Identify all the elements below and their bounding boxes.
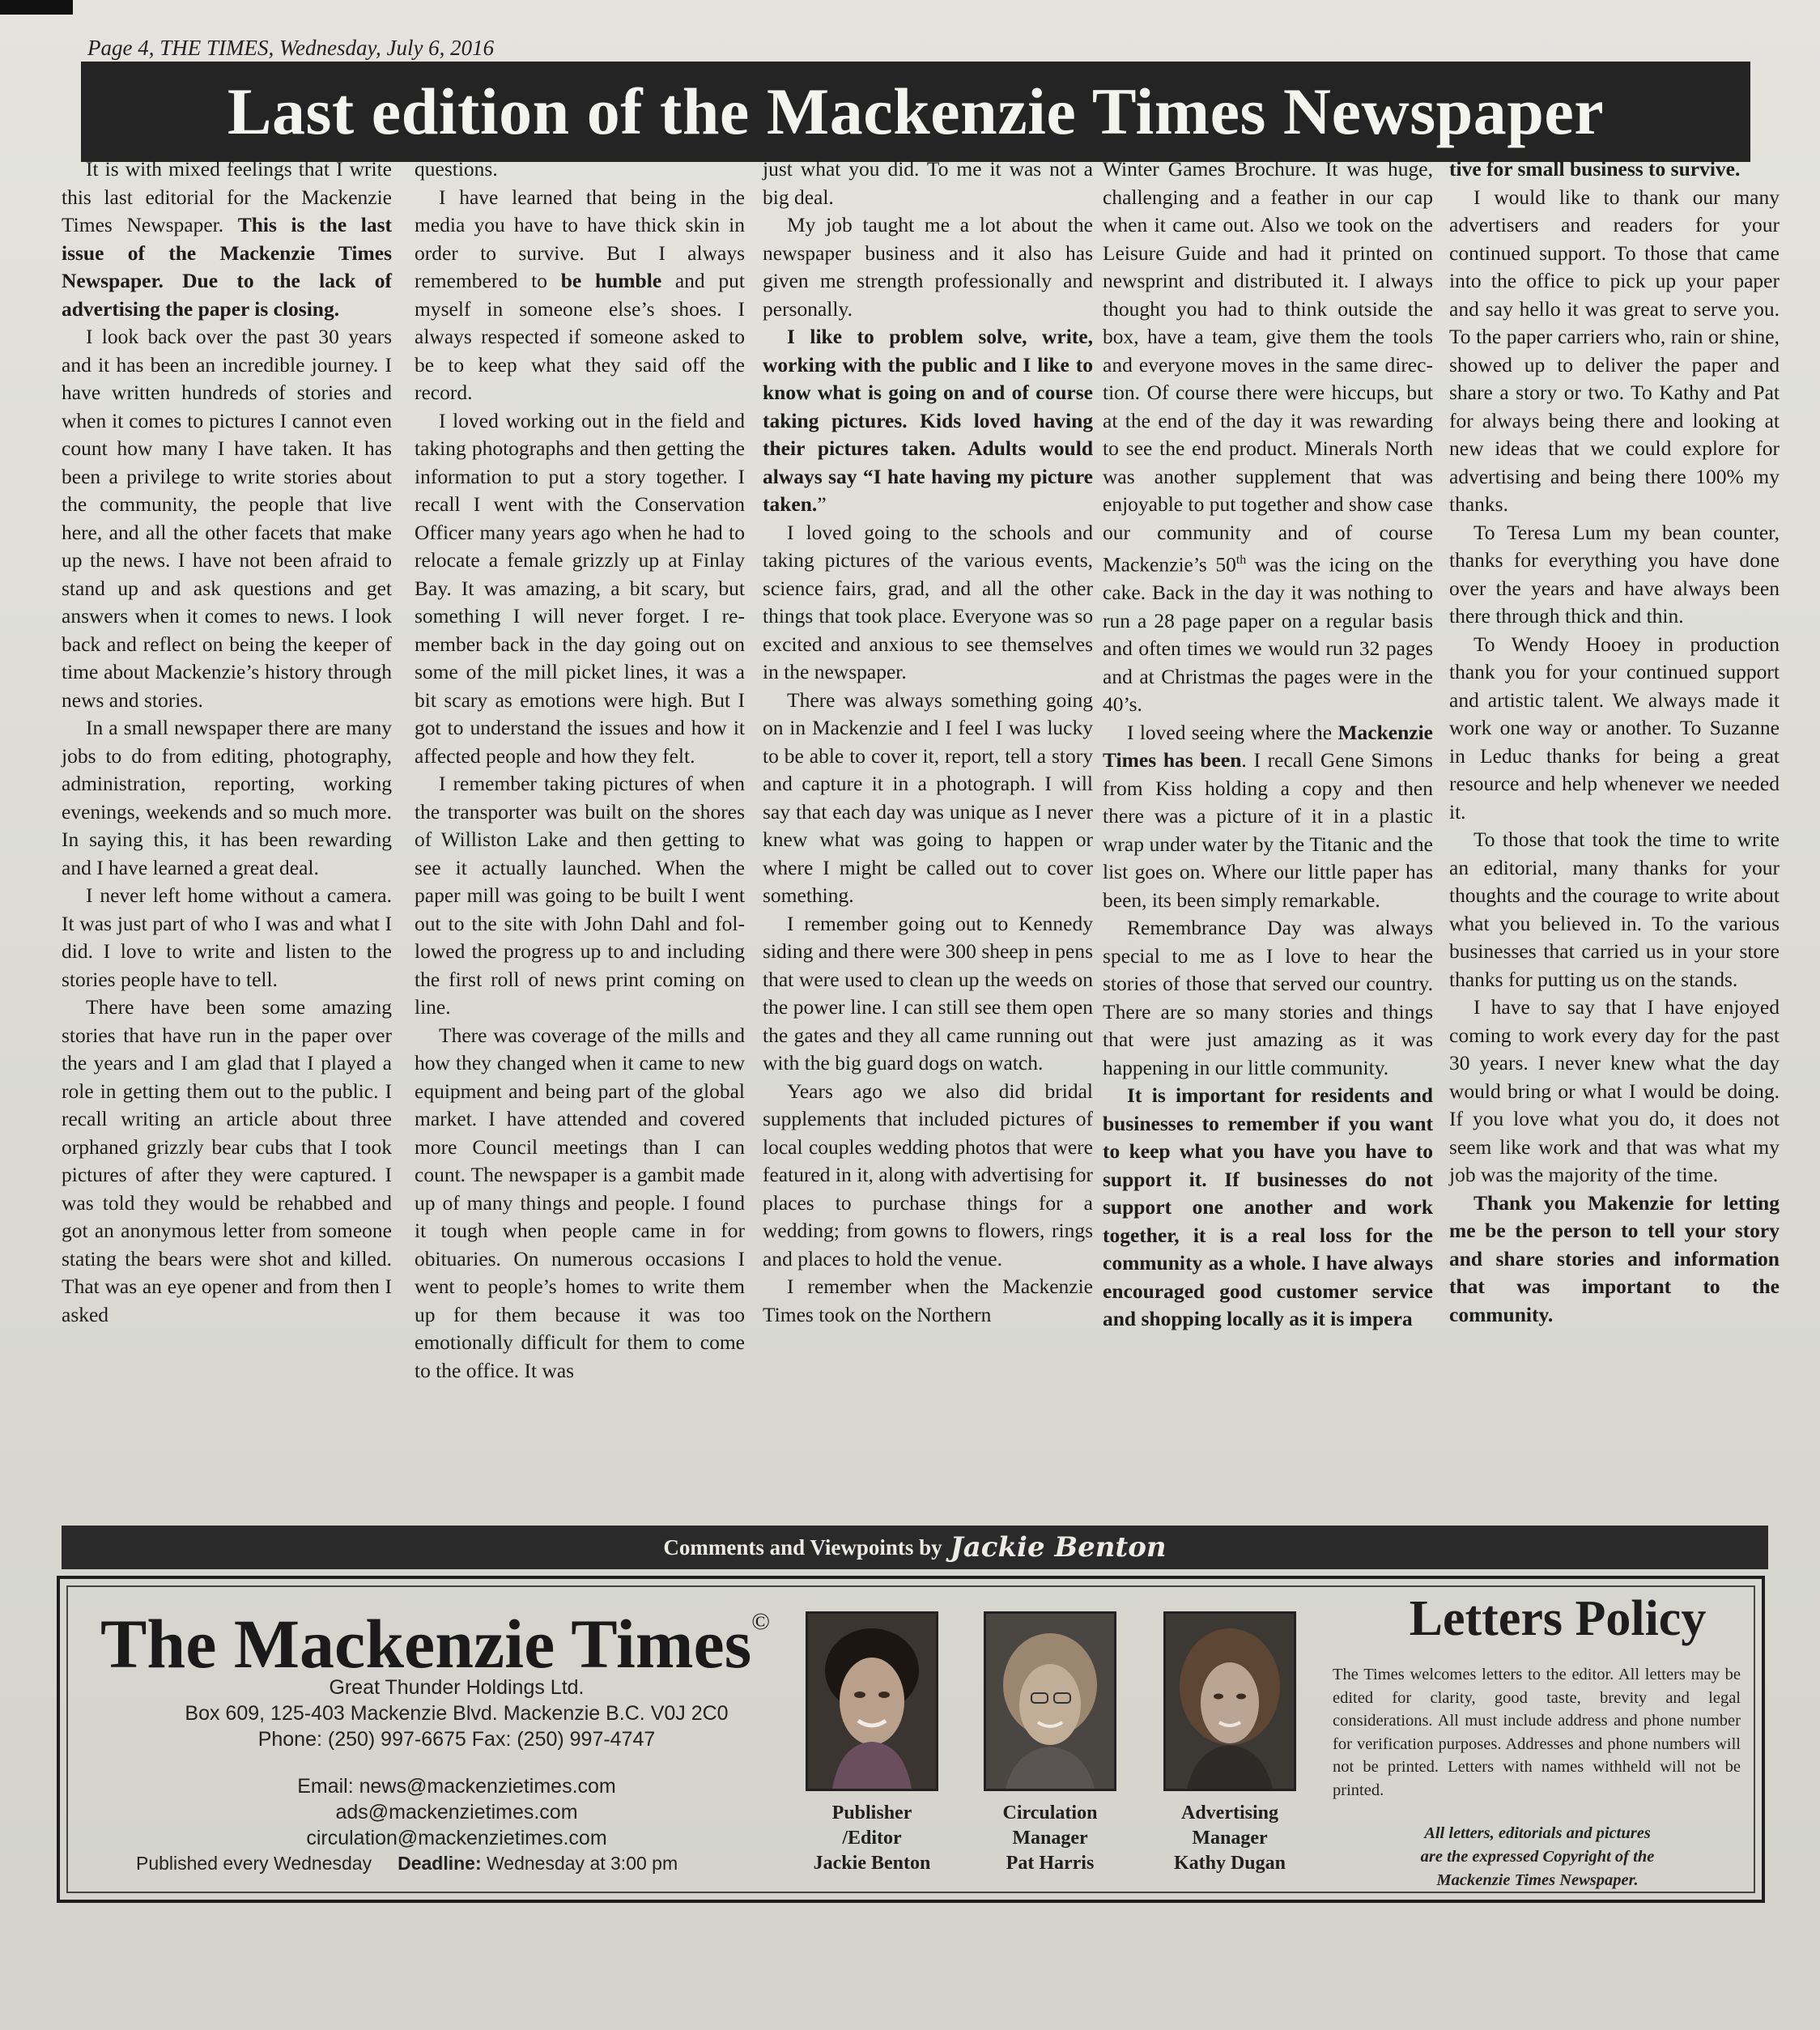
paragraph: I have to say that I have enjoyed coming to work every day for the past 30 years. I never knew what the day would bring or what I would be doing. If you love what you do, it does not seem like work and that was what my job was the majority of the time. xyxy=(1449,995,1780,1186)
article-column-5 xyxy=(1449,155,1780,1329)
paragraph: I like to problem solve, write, working with the public and I like to know what is going on and of course taking pictures. Kids loved having their pictures taken. Adults would always say “I hate having my picture taken.” xyxy=(763,325,1093,516)
paragraph: To Teresa Lum my bean counter, thanks for everything you have done over the years and have always been there through thick and thin. xyxy=(1449,520,1780,628)
paragraph: It is with mixed feelings that I write this last editorial for the Mackenzie Times Newspaper. This is the last issue of the Mackenzie Times Newspaper. Due to the lack of advertising the paper is closing. xyxy=(62,157,393,321)
paragraph: questions. xyxy=(415,157,498,181)
paragraph: In a small newspaper there are many jobs to do from editing, photography, administration, reporting, working evenings, weekends and so much more. In saying this, it has been rewarding and I have learned a great deal. xyxy=(62,716,392,879)
article-column-3 xyxy=(763,155,1093,1329)
article-column-1 xyxy=(62,155,392,1329)
masthead-contact xyxy=(108,1675,805,1851)
paragraph: To those that took the time to write an editorial, many thanks for your thoughts and the courage to write about what you believed in. To the various businesses that carried us in your store thanks for putting us on the stands. xyxy=(1449,828,1780,991)
paragraph: There have been some amazing stories that have run in the paper over the years and I am glad that I played a role in getting them out to the public. I recall writing an article about three orphaned grizzly bear cubs that I took pictures of after they were captured. I was told they would be rehabbed and got an anonymous letter from someone stating the bears were shot and killed. That was an eye opener and from then I asked xyxy=(62,995,392,1326)
staff-advertising xyxy=(1161,1611,1299,1876)
copyright-symbol: © xyxy=(751,1608,770,1635)
paragraph: Winter Games Brochure. It was huge, challenging and a feather in our cap when it came out. Also we took on the Leisure Guide and had it printed on newsprint and distributed it. I always thought you had to think outside the box, have a team, give them the tools and everyone moves in the same direction. Of course there were hiccups, but at the end of the day it was rewarding to see the end product. Minerals North was another supplement that was enjoyable to put together and show case our community and of course Mackenzie’s 50th was the icing on the cake. Back in the day it was nothing to run a 28 page paper on a regular basis and often times we would run 32 pages and at Christmas the pages were in the 40’s. xyxy=(1103,157,1434,716)
article-column-4 xyxy=(1103,155,1433,1334)
paragraph: To Wendy Hooey in production thank you for your continued support and artistic talent. We always made it work one way or another. To Suzanne in Leduc thanks for being a great resource and help whenever we needed it. xyxy=(1449,632,1780,823)
paragraph: My job taught me a lot about the newspaper business and it also has given me strength professionally and personally. xyxy=(763,213,1093,321)
paragraph: I loved seeing where the Mackenzie Times has been. I recall Gene Simons from Kiss holding a copy and then there was a picture of it in a plastic wrap under water by the Titanic and the list goes on. Where our little paper has been, its been simply remarkable. xyxy=(1103,720,1433,912)
circulation-caption: Circulation Manager Pat Harris xyxy=(1002,1802,1098,1874)
staff-publisher xyxy=(803,1611,941,1876)
publisher-photo xyxy=(806,1611,938,1791)
letters-copyright-note: All letters, editorials and pictures are the expressed Copyright of the Mackenzie Times Newspaper. xyxy=(1420,1824,1655,1889)
paragraph: I have learned that being in the media you have to have thick skin in order to survive. But I always remembered to be humble and put myself in someone else’s shoes. I always respected if someone asked to be to keep what they said off the record. xyxy=(415,185,745,404)
byline-prefix: Comments and Viewpoints by xyxy=(663,1534,942,1560)
mailing-address: Box 609, 125-403 Mackenzie Blvd. Mackenzie B.C. V0J 2C0 xyxy=(185,1702,729,1725)
paragraph: I loved going to the schools and taking pictures of the various events, science fairs, grad, and all the other things that took place. Everyone was so excited and anxious to see themselves in the newspaper. xyxy=(763,520,1093,683)
headline: Last edition of the Mackenzie Times Newspaper xyxy=(227,74,1605,148)
paragraph: Remembrance Day was always special to me as I love to hear the stories of those that served our country. There are so many stories and things that were just amazing as it was happening in our little community. xyxy=(1103,916,1433,1079)
email-ads: ads@mackenzietimes.com xyxy=(335,1801,578,1824)
paragraph: I look back over the past 30 years and it has been an incredible journey. I have written hundreds of stories and when it comes to pictures I cannot even count how many I have taken. It has been a privilege to write stories about the community, the people that live here, and all the other facets that make up the news. I have not been afraid to stand up and ask questions and get answers when it comes to news. I look back and reflect on being the keeper of time about Mackenzie’s history through news and stories. xyxy=(62,325,392,712)
paragraph: I loved working out in the field and taking photographs and then getting the information to put a story together. I recall I went with the Conservation Officer many years ago when he had to relocate a female grizzly up at Finlay Bay. It was amazing, a bit scary, but something I will never forget. I remember back in the day going out on some of the mill picket lines, it was a bit scary as emotions were high. But I got to understand the issues and how it affected people and how they felt. xyxy=(415,408,745,768)
paragraph: tive for small business to survive. xyxy=(1449,157,1741,181)
publisher-caption: Publisher /Editor Jackie Benton xyxy=(813,1802,931,1874)
published-note: Published every Wednesday xyxy=(136,1853,372,1874)
paragraph: There was coverage of the mills and how they changed when it came to new equipment and being part of the global market. I have attended and covered more Council meetings than I can count. The newspaper is a gambit made up of many things and people. I found it tough when people came in for obituaries. On numerous occasions I went to people’s homes to write them up for them because it was too emotionally difficult for them to come to the office. It was xyxy=(415,1023,745,1382)
article-column-2 xyxy=(415,155,745,1385)
email-circulation: circulation@mackenzietimes.com xyxy=(306,1827,607,1849)
phone-fax: Phone: (250) 997-6675 Fax: (250) 997-4747 xyxy=(257,1728,656,1751)
article-body xyxy=(62,155,1780,1500)
circulation-photo xyxy=(984,1611,1116,1791)
page-folio: Page 4, THE TIMES, Wednesday, July 6, 2016 xyxy=(87,36,495,60)
paragraph: I never left home without a camera. It was just part of who I was and what I did. I love to write and listen to the stories people have to tell. xyxy=(62,883,392,991)
paragraph: Years ago we also did bridal supplements that included pictures of local couples wedding photos that were featured in it, along with advertising for places to purchase things for a wedding; from gowns to flowers, rings and places to hold the venue. xyxy=(763,1079,1093,1270)
paragraph: just what you did. To me it was not a big deal. xyxy=(763,157,1093,209)
byline-banner xyxy=(62,1526,1768,1569)
page-corner-mark xyxy=(0,0,73,15)
byline-author: Jackie Benton xyxy=(950,1531,1167,1564)
paragraph: I remember going out to Kennedy siding and there were 300 sheep in pens that were used to clean up the weeds on the power line. I can still see them open the gates and they all came running out with the big guard dogs on watch. xyxy=(763,911,1093,1075)
advertising-photo xyxy=(1163,1611,1296,1791)
letters-policy-body: The Times welcomes letters to the editor. All letters may be edited for clarity, good taste, brevity and legal considerations. All must include address and phone number for verification purposes. Addresses and phone numbers will not be printed. Letters with names withheld will not be printed. xyxy=(1333,1666,1741,1799)
deadline-note: Deadline: Wednesday at 3:00 pm xyxy=(398,1853,678,1874)
letters-policy-title: Letters Policy xyxy=(1409,1591,1707,1646)
paragraph: There was always something going on in Mackenzie and I feel I was lucky to be able to cover it, report, tell a story and capture it in a photograph. I will say that each day was unique as I never knew what was going to happen or where I might be called out to cover something. xyxy=(763,687,1093,907)
publication-schedule xyxy=(136,1853,678,1875)
headline-banner xyxy=(81,62,1750,162)
email-news: Email: news@mackenzietimes.com xyxy=(297,1775,616,1798)
paragraph: Thank you Makenzie for letting me be the person to tell your story and share stories and information that was important to the community. xyxy=(1449,1190,1780,1326)
company-name: Great Thunder Holdings Ltd. xyxy=(329,1676,585,1699)
paragraph: I remember when the Mackenzie Times took on the Northern xyxy=(763,1275,1093,1326)
paragraph: I remember taking pictures of when the transporter was built on the shores of Williston Lake and then getting to see it actually launched. When the paper mill was going to be built I went out to the site with John Dahl and followed the progress up to and including the first roll of news print coming on line. xyxy=(415,772,745,1019)
staff-circulation xyxy=(981,1611,1119,1876)
paragraph: I would like to thank our many advertisers and readers for your continued support. To those that came into the office to pick up your paper and say hello it was great to serve you. To the paper carriers who, rain or shine, showed up to deliver the paper and share a story or two. To Kathy and Pat for always being there and looking at new ideas that we could explore for advertising and being there 100% my thanks. xyxy=(1449,185,1780,516)
masthead-box xyxy=(57,1576,1765,1903)
masthead-title: The Mackenzie Times© xyxy=(100,1605,770,1683)
advertising-caption: Advertising Manager Kathy Dugan xyxy=(1173,1802,1286,1874)
paragraph: It is important for residents and businesses to remember if you want to keep what you have you have to support it. If businesses do not support one another and work together, it is a real loss for the community as a whole. I have always encouraged good customer service and shopping locally as it is impera xyxy=(1103,1083,1433,1330)
